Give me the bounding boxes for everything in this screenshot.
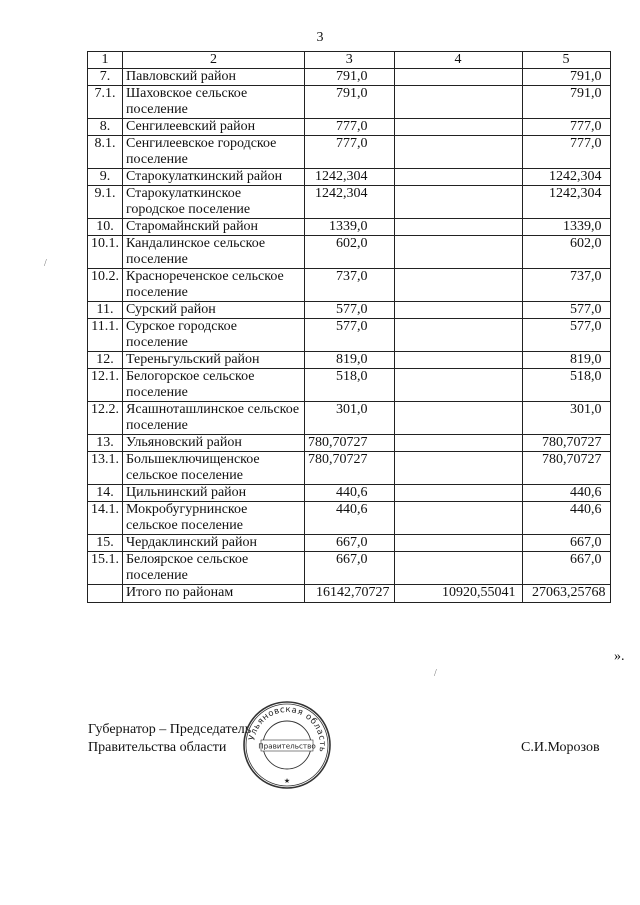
row-number: 13.1.	[88, 452, 123, 485]
row-name: Павловский район	[123, 69, 305, 86]
row-name: Сурский район	[123, 302, 305, 319]
row-col4	[394, 502, 522, 535]
row-col4	[394, 269, 522, 302]
table-row	[88, 535, 611, 552]
row-col3: 791,0	[305, 69, 395, 86]
row-col4	[394, 186, 522, 219]
row-col5: 577,0	[522, 302, 610, 319]
row-col5: 518,0	[522, 369, 610, 402]
row-col4	[394, 535, 522, 552]
row-col3: 780,70727	[305, 435, 395, 452]
total-col4: 10920,55041	[394, 585, 522, 603]
row-name: Тереньгульский район	[123, 352, 305, 369]
row-name: Кандалинское сельское поселение	[123, 236, 305, 269]
row-col5: 602,0	[522, 236, 610, 269]
row-col3: 1242,304	[305, 186, 395, 219]
table-row	[88, 119, 611, 136]
table-row	[88, 369, 611, 402]
row-col5: 777,0	[522, 119, 610, 136]
table-row	[88, 319, 611, 352]
row-col4	[394, 452, 522, 485]
budget-table	[87, 51, 611, 603]
row-number: 7.1.	[88, 86, 123, 119]
column-header: 4	[394, 52, 522, 69]
row-col5: 667,0	[522, 535, 610, 552]
row-col4	[394, 136, 522, 169]
row-number: 8.1.	[88, 136, 123, 169]
row-number: 10.	[88, 219, 123, 236]
row-col5: 1339,0	[522, 219, 610, 236]
row-number: 15.1.	[88, 552, 123, 585]
signature-position-line2: Правительства области	[88, 740, 227, 755]
row-col3: 667,0	[305, 552, 395, 585]
row-number: 9.1.	[88, 186, 123, 219]
column-header: 5	[522, 52, 610, 69]
row-number: 11.	[88, 302, 123, 319]
table-row	[88, 169, 611, 186]
table-total-row	[88, 585, 611, 603]
column-header: 1	[88, 52, 123, 69]
row-col4	[394, 552, 522, 585]
row-col3: 737,0	[305, 269, 395, 302]
signature-position-line1: Губернатор – Председатель	[88, 722, 252, 737]
row-name: Старомайнский район	[123, 219, 305, 236]
row-col4	[394, 319, 522, 352]
row-col5: 667,0	[522, 552, 610, 585]
row-number: 12.	[88, 352, 123, 369]
page-number: 3	[316, 30, 324, 45]
table-body	[88, 69, 611, 585]
row-col3: 301,0	[305, 402, 395, 435]
signatory-name: С.И.Морозов	[521, 740, 600, 755]
row-number: 14.1.	[88, 502, 123, 535]
row-col4	[394, 69, 522, 86]
row-col4	[394, 219, 522, 236]
row-col4	[394, 402, 522, 435]
table-row	[88, 552, 611, 585]
row-col3: 667,0	[305, 535, 395, 552]
row-name: Белоярское сельское поселение	[123, 552, 305, 585]
signature-position	[88, 721, 251, 757]
row-col3: 602,0	[305, 236, 395, 269]
official-seal	[242, 700, 332, 790]
row-name: Старокулаткинский район	[123, 169, 305, 186]
row-number: 8.	[88, 119, 123, 136]
row-col4	[394, 369, 522, 402]
row-col5: 1242,304	[522, 169, 610, 186]
table-row	[88, 86, 611, 119]
row-col5: 780,70727	[522, 435, 610, 452]
row-col4	[394, 435, 522, 452]
table-row	[88, 69, 611, 86]
closing-quote: ».	[614, 649, 625, 664]
row-col5: 780,70727	[522, 452, 610, 485]
table-row	[88, 452, 611, 485]
row-col5: 791,0	[522, 86, 610, 119]
row-col5: 440,6	[522, 485, 610, 502]
row-number: 10.2.	[88, 269, 123, 302]
scan-mark: /	[434, 668, 437, 679]
row-name: Краснореченское сельское поселение	[123, 269, 305, 302]
table-row	[88, 302, 611, 319]
row-name: Цильнинский район	[123, 485, 305, 502]
row-col5: 791,0	[522, 69, 610, 86]
table-row	[88, 485, 611, 502]
row-col3: 440,6	[305, 485, 395, 502]
row-col4	[394, 236, 522, 269]
total-number	[88, 585, 123, 603]
row-number: 12.1.	[88, 369, 123, 402]
row-name: Сенгилеевское городское поселение	[123, 136, 305, 169]
row-name: Чердаклинский район	[123, 535, 305, 552]
row-col4	[394, 169, 522, 186]
seal-center-text: Правительство	[258, 741, 316, 751]
row-number: 9.	[88, 169, 123, 186]
row-col3: 1242,304	[305, 169, 395, 186]
row-number: 13.	[88, 435, 123, 452]
row-col3: 777,0	[305, 119, 395, 136]
row-number: 12.2.	[88, 402, 123, 435]
total-col5: 27063,25768	[522, 585, 610, 603]
column-header: 3	[305, 52, 395, 69]
row-name: Большеключищенское сельское поселение	[123, 452, 305, 485]
row-col3: 577,0	[305, 302, 395, 319]
row-number: 14.	[88, 485, 123, 502]
table-row	[88, 352, 611, 369]
row-name: Мокробугурнинское сельское поселение	[123, 502, 305, 535]
row-col3: 791,0	[305, 86, 395, 119]
row-name: Белогорское сельское поселение	[123, 369, 305, 402]
row-col3: 440,6	[305, 502, 395, 535]
table-row	[88, 136, 611, 169]
seal-ring-text: Ульяновская область	[247, 704, 328, 754]
total-col3: 16142,70727	[305, 585, 395, 603]
row-col5: 777,0	[522, 136, 610, 169]
row-col4	[394, 485, 522, 502]
column-header: 2	[123, 52, 305, 69]
row-number: 7.	[88, 69, 123, 86]
row-name: Ульяновский район	[123, 435, 305, 452]
table-header-row	[88, 52, 611, 69]
table-row	[88, 402, 611, 435]
row-number: 10.1.	[88, 236, 123, 269]
table-row	[88, 502, 611, 535]
table-row	[88, 435, 611, 452]
row-col4	[394, 302, 522, 319]
row-col5: 819,0	[522, 352, 610, 369]
row-col4	[394, 86, 522, 119]
row-col3: 518,0	[305, 369, 395, 402]
row-col3: 819,0	[305, 352, 395, 369]
row-col3: 1339,0	[305, 219, 395, 236]
table-row	[88, 186, 611, 219]
row-col3: 780,70727	[305, 452, 395, 485]
row-col5: 1242,304	[522, 186, 610, 219]
seal-star-icon: ★	[283, 777, 291, 785]
row-col5: 577,0	[522, 319, 610, 352]
row-col5: 440,6	[522, 502, 610, 535]
row-name: Старокулаткинское городское поселение	[123, 186, 305, 219]
row-col3: 777,0	[305, 136, 395, 169]
table-row	[88, 269, 611, 302]
table-row	[88, 236, 611, 269]
row-number: 15.	[88, 535, 123, 552]
row-name: Сенгилеевский район	[123, 119, 305, 136]
row-name: Сурское городское поселение	[123, 319, 305, 352]
row-col5: 737,0	[522, 269, 610, 302]
total-label: Итого по районам	[123, 585, 305, 603]
row-col3: 577,0	[305, 319, 395, 352]
row-col5: 301,0	[522, 402, 610, 435]
row-number: 11.1.	[88, 319, 123, 352]
row-name: Ясашноташлинское сельское поселение	[123, 402, 305, 435]
row-col4	[394, 119, 522, 136]
row-col4	[394, 352, 522, 369]
row-name: Шаховское сельское поселение	[123, 86, 305, 119]
scan-mark: /	[44, 258, 47, 269]
table-row	[88, 219, 611, 236]
